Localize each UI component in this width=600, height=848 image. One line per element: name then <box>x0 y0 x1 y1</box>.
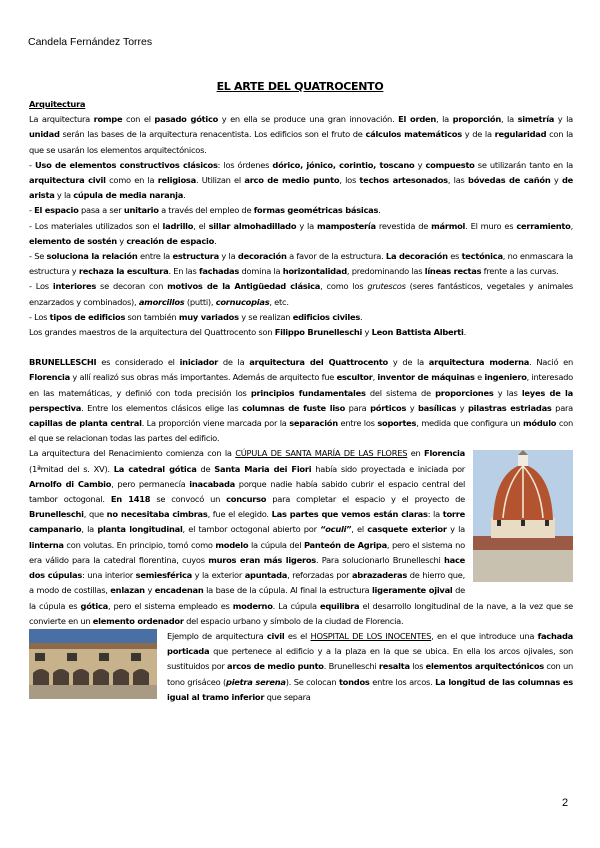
paragraph-masters: Los grandes maestros de la arquitectura del Quattrocento son Filippo Brunelleschi y Leon Battista Alberti. <box>29 327 466 338</box>
bullet-building-types: - Los tipos de edificios son también muy variados y se realizan edificios civiles. <box>29 311 363 322</box>
document-title: EL ARTE DEL QUATROCENTO <box>216 80 384 93</box>
bullet-elements: - Uso de elementos constructivos clásicos: los órdenes dórico, jónico, corintio, toscano y compuesto se utilizarán tanto en la arquitectura civil como en la religiosa. Utilizan el arco de medio punto, los techos artesonados, las bóvedas de cañón y de arista y la cúpula de media naranja. <box>29 159 574 201</box>
page-number: 2 <box>562 797 569 809</box>
document-body <box>29 97 573 705</box>
paragraph-intro: La arquitectura rompe con el pasado gótico y en ella se produce una gran innovación. El orden, la proporción, la simetría y la unidad serán las bases de la arquitectura renacentista. Los edificios son el fruto de cálculos matemáticos y de la regularidad con la que se usarán los elementos arquitectónicos. <box>29 114 573 155</box>
bullet-materials: - Los materiales utilizados son el ladrillo, el sillar almohadillado y la mampostería revestida de mármol. El muro es cerramiento, elemento de sostén y creación de espacio. <box>29 220 573 246</box>
paragraph-brunelleschi: BRUNELLESCHI es considerado el iniciador de la arquitectura del Quattrocento y de la arquitectura moderna. Nació en Florencia y allí realizó sus obras más importantes. Además de arquitecto fue escultor, inventor de máquinas e ingeniero, interesado en las matemáticas, y definió con toda precisión los principios fundamentales del sistema de proporciones y las leyes de la perspectiva. Entre los elementos clásicos elige las columnas de fuste liso para pórticos y basílicas y pilastras estriadas para capillas de planta central. La proporción viene marcada por la separación entre los soportes, medida que configura un módulo con el que se relacionan todas las partes del edificio. <box>29 357 574 444</box>
bullet-space: - El espacio pasa a ser unitario a través del empleo de formas geométricas básicas. <box>29 205 381 216</box>
section-heading: Arquitectura <box>29 99 86 109</box>
bullet-decoration: - Se soluciona la relación entre la estructura y la decoración a favor de la estructura. La decoración es tectónica, no enmascara la estructura y rechaza la escultura. En las fachadas domina la horizontalidad, predominando las líneas rectas frente a las curvas. <box>29 251 574 277</box>
bullet-interiors: - Los interiores se decoran con motivos de la Antigüedad clásica, como los grutescos (seres fantásticos, vegetales y animales enzarzados y combinados), amorcillos (putti), cornucopias, etc. <box>29 281 574 307</box>
author-name: Candela Fernández Torres <box>28 36 153 48</box>
paragraph-hospital: Ejemplo de arquitectura civil es el HOSPITAL DE LOS INOCENTES, en el que introduce una fachada porticada que pertenece al edificio y a la plaza en la que se ubica. En ella los arcos ojivales, son sustituidos por arcos de medio punto. Brunelleschi resalta los elementos arquitectónicos con un tono grisáceo (pietra serena). Se colocan tondos entre los arcos. La longitud de las columnas es igual al tramo inferior que separa <box>167 630 573 702</box>
paragraph-cupula: La arquitectura del Renacimiento comienza con la CÚPULA DE SANTA MARÍA DE LAS FLORES en Florencia (1ªmitad del s. XV). La catedral gótica de Santa Maria dei Fiori había sido proyectada e iniciada por Arnolfo di Cambio, pero permanecía inacabada porque nadie había sabido cubrir el espacio central del tambor octogonal. En 1418 se convocó un concurso para completar el espacio y el proyecto de Brunelleschi, que no necesitaba cimbras, fue el elegido. Las partes que vemos están claras: la torre campanario, la planta longitudinal, el tambor octogonal abierto por “oculi”, el casquete exterior y la linterna con volutas. En principio, tomó como modelo la cúpula del Panteón de Agripa, pero el sistema no era válido para la catedral florentina, cuyos muros eran más ligeros. Para solucionarlo Brunelleschi hace dos cúpulas: una interior semiesférica y la exterior apuntada, reforzadas por abrazaderas de hierro que, a modo de costillas, enlazan y encadenan la base de la cúpula. Al final la estructura ligeramente ojival de la cúpula es gótica, pero el sistema empleado es moderno. La cúpula equilibra el desarrollo longitudinal de la nave, a la vez que se convierte en un elemento ordenador del espacio urbano y símbolo de la ciudad de Florencia. <box>29 448 573 626</box>
dome-photo <box>473 450 573 582</box>
hospital-photo <box>29 629 157 699</box>
